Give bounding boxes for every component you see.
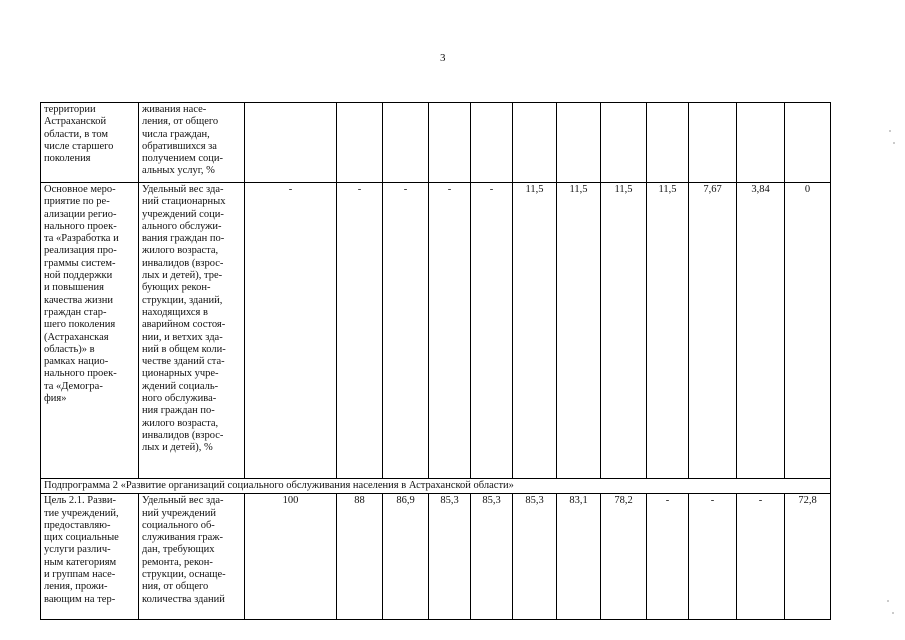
value-cell: 0 (785, 183, 831, 479)
value-cell (647, 103, 689, 183)
value-cell: 72,8 (785, 494, 831, 620)
value-cell: 83,1 (557, 494, 601, 620)
table-row (41, 183, 831, 479)
value-cell: - (689, 494, 737, 620)
value-cell: - (245, 183, 337, 479)
value-cell: 11,5 (647, 183, 689, 479)
value-cell: - (383, 183, 429, 479)
indicators-table (40, 102, 831, 620)
row-name: территории Астраханской области, в том числе старшего поколения (41, 103, 139, 183)
value-cell: 85,3 (429, 494, 471, 620)
value-cell: 11,5 (513, 183, 557, 479)
subprogram-header: Подпрограмма 2 «Развитие организаций социального обслуживания населения в Астраханской области» (41, 479, 831, 494)
row-name: Основное меро- приятие по ре- ализации регио- нального проек- та «Разработка и реализация про- граммы систем- ной поддержки и повышения качества жизни граждан стар- шего поколения (Астраханская область)» в рамках нацио- нального проек- та «Демогра- фия» (41, 183, 139, 479)
value-cell (513, 103, 557, 183)
value-cell (689, 103, 737, 183)
value-cell: 7,67 (689, 183, 737, 479)
value-cell: 11,5 (557, 183, 601, 479)
table-body (41, 103, 831, 620)
value-cell: 78,2 (601, 494, 647, 620)
value-cell: - (647, 494, 689, 620)
value-cell (245, 103, 337, 183)
value-cell: 85,3 (513, 494, 557, 620)
value-cell: - (429, 183, 471, 479)
value-cell (785, 103, 831, 183)
value-cell: 85,3 (471, 494, 513, 620)
row-indicator: Удельный вес зда- ний стационарных учреждений соци- ального обслужи- вания граждан по- жилого возраста, инвалидов (взрос- лых и детей), тре- бующих рекон- струкции, зданий, находящихся в аварийном состоя- нии, и ветхих зда- ний в общем коли- честве зданий ста- ционарных учре- ждений социаль- ного обслужива- ния граждан по- жилого возраста, инвалидов (взрос- лых и детей), % (139, 183, 245, 479)
value-cell (737, 103, 785, 183)
value-cell: 11,5 (601, 183, 647, 479)
value-cell (337, 103, 383, 183)
table-row (41, 494, 831, 620)
value-cell: - (337, 183, 383, 479)
value-cell: 86,9 (383, 494, 429, 620)
value-cell: 100 (245, 494, 337, 620)
value-cell (471, 103, 513, 183)
value-cell (429, 103, 471, 183)
row-name: Цель 2.1. Разви- тие учреждений, предоставляю- щих социальные услуги различ- ным категориям и группам насе- ления, прожи- вающим на тер- (41, 494, 139, 620)
page-number: 3 (440, 52, 446, 64)
value-cell: - (471, 183, 513, 479)
row-indicator: Удельный вес зда- ний учреждений социального об- служивания граж- дан, требующих ремонта, рекон- струкции, оснаще- ния, от общего количества зданий (139, 494, 245, 620)
subprogram-row (41, 479, 831, 494)
value-cell: 3,84 (737, 183, 785, 479)
row-indicator: живания насе- ления, от общего числа граждан, обратившихся за получением соци- альных услуг, % (139, 103, 245, 183)
table-row (41, 103, 831, 183)
value-cell: - (737, 494, 785, 620)
value-cell (383, 103, 429, 183)
value-cell (601, 103, 647, 183)
value-cell (557, 103, 601, 183)
scan-noise (885, 120, 897, 620)
value-cell: 88 (337, 494, 383, 620)
